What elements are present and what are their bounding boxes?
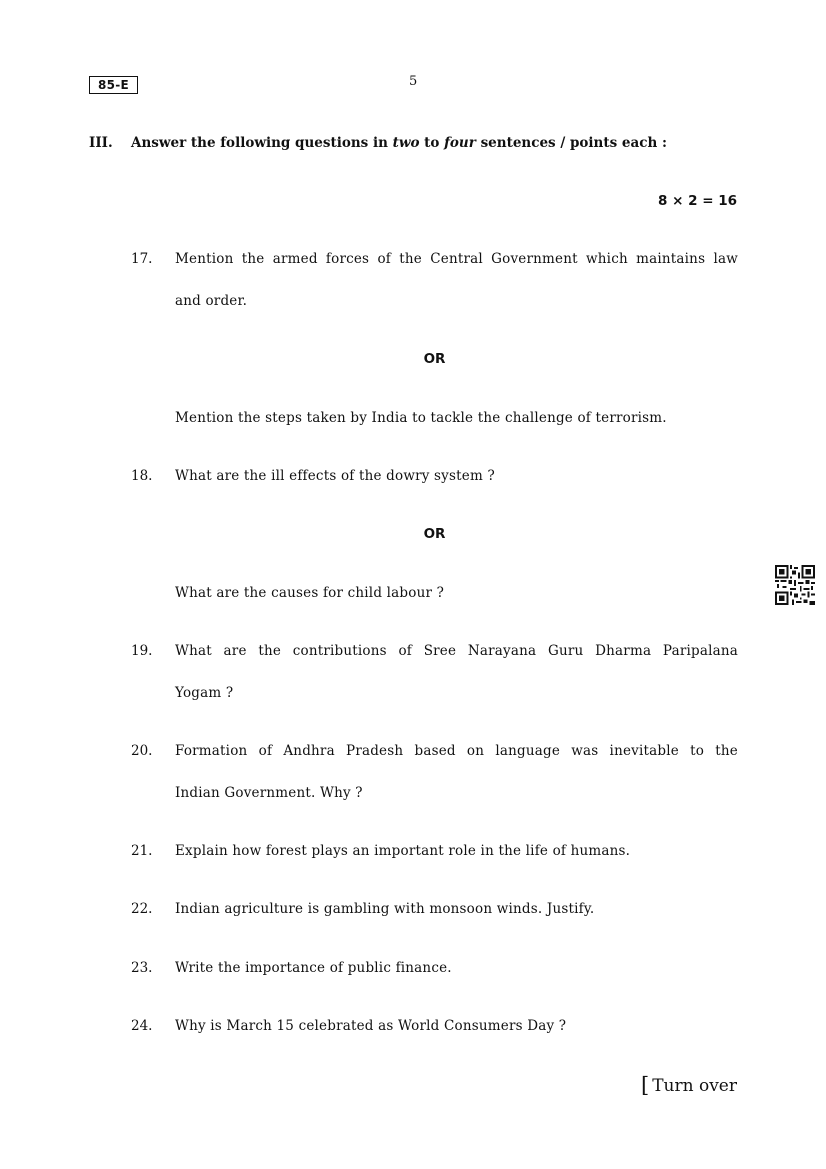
- question-17-text-line2: and order.: [175, 293, 248, 309]
- question-22-text: Indian agriculture is gambling with monsoon winds. Justify.: [175, 901, 595, 917]
- instruction-emphasis-four: four: [444, 135, 476, 151]
- question-20-text-line2: Indian Government. Why ?: [175, 785, 363, 801]
- question-24-number: 24.: [131, 1018, 153, 1034]
- turn-over-note: [641, 1073, 737, 1097]
- or-divider-18: OR: [423, 526, 446, 542]
- instruction-suffix: sentences / points each :: [475, 135, 667, 151]
- question-19-text-line2: Yogam ?: [175, 685, 234, 701]
- instruction-prefix: Answer the following questions in: [131, 135, 393, 151]
- turn-over-bracket: [: [641, 1073, 650, 1097]
- qr-code-icon: [775, 565, 815, 605]
- question-17-alternative: Mention the steps taken by India to tackle the challenge of terrorism.: [175, 410, 667, 426]
- question-20-text-line1: Formation of Andhra Pradesh based on language was inevitable to the: [175, 743, 738, 759]
- question-17-text-line1: Mention the armed forces of the Central Government which maintains law: [175, 251, 738, 267]
- section-marks: 8 × 2 = 16: [658, 193, 737, 209]
- turn-over-text: Turn over: [652, 1076, 737, 1096]
- question-21-text: Explain how forest plays an important role in the life of humans.: [175, 843, 631, 859]
- question-23-number: 23.: [131, 960, 153, 976]
- question-18-number: 18.: [131, 468, 153, 484]
- paper-code-box: 85-E: [89, 76, 138, 94]
- question-22-number: 22.: [131, 901, 153, 917]
- question-20-number: 20.: [131, 743, 153, 759]
- or-divider-17: OR: [423, 351, 446, 367]
- question-18-text: What are the ill effects of the dowry system ?: [175, 468, 495, 484]
- instruction-emphasis-two: two: [392, 135, 420, 151]
- question-17-number: 17.: [131, 251, 153, 267]
- section-instruction: [131, 135, 667, 151]
- page-number: 5: [409, 74, 418, 89]
- instruction-mid: to: [419, 135, 445, 151]
- question-19-text-line1: What are the contributions of Sree Narayana Guru Dharma Paripalana: [175, 643, 738, 659]
- question-23-text: Write the importance of public finance.: [175, 960, 452, 976]
- question-18-alternative: What are the causes for child labour ?: [175, 585, 445, 601]
- question-21-number: 21.: [131, 843, 153, 859]
- section-number: III.: [89, 135, 113, 151]
- question-19-number: 19.: [131, 643, 153, 659]
- question-24-text: Why is March 15 celebrated as World Consumers Day ?: [175, 1018, 567, 1034]
